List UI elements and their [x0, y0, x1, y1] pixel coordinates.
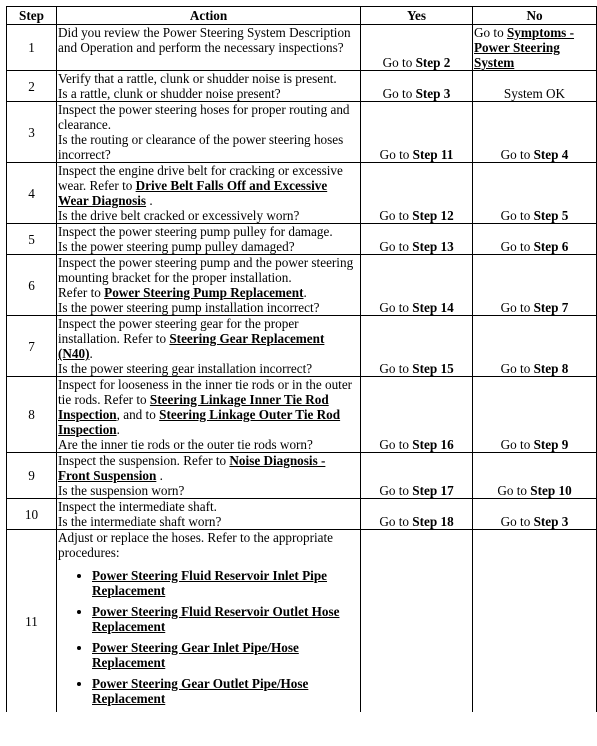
step-number: 9 — [7, 453, 57, 499]
yes-cell: Go to Step 15 — [361, 316, 473, 377]
header-step: Step — [7, 7, 57, 25]
table-row — [7, 25, 597, 71]
action-cell: Inspect the engine drive belt for cracking or excessive wear. Refer to Drive Belt Falls Off and Excessive Wear Diagnosis . Is the drive belt cracked or excessively worn? — [57, 163, 361, 224]
no-cell: Go to Step 3 — [473, 499, 597, 530]
goto-step-link[interactable]: Step 16 — [412, 437, 454, 452]
table-row — [7, 102, 597, 163]
no-cell: Go to Step 6 — [473, 224, 597, 255]
yes-cell: Go to Step 13 — [361, 224, 473, 255]
header-yes: Yes — [361, 7, 473, 25]
no-cell: Go to Step 4 — [473, 102, 597, 163]
goto-step-link[interactable]: Step 10 — [530, 483, 572, 498]
header-action: Action — [57, 7, 361, 25]
goto-step-link[interactable]: Step 7 — [533, 300, 569, 315]
yes-cell: Go to Step 16 — [361, 377, 473, 453]
goto-step-link[interactable]: Step 5 — [533, 208, 569, 223]
procedure-link[interactable]: Power Steering Fluid Reservoir Outlet Hose Replacement — [92, 604, 340, 634]
action-cell: Verify that a rattle, clunk or shudder noise is present. Is a rattle, clunk or shudder noise present? — [57, 71, 361, 102]
goto-step-link[interactable]: Step 17 — [412, 483, 454, 498]
action-cell: Inspect the suspension. Refer to Noise Diagnosis - Front Suspension . Is the suspension worn? — [57, 453, 361, 499]
action-cell: Inspect the power steering hoses for proper routing and clearance. Is the routing or clearance of the power steering hoses incorrect? — [57, 102, 361, 163]
table-row — [7, 255, 597, 316]
header-row — [7, 7, 597, 25]
procedure-link[interactable]: Steering Linkage Inner Tie Rod Inspection — [58, 392, 329, 422]
action-cell: Inspect the power steering pump pulley for damage. Is the power steering pump pulley damaged? — [57, 224, 361, 255]
no-cell: Go to Step 9 — [473, 377, 597, 453]
action-cell: Adjust or replace the hoses. Refer to the appropriate procedures: • Power Steering Fluid Reservoir Inlet Pipe Replacement • Power Steering Fluid Reservoir Outlet Hose Replacement • Power Steering Gear Inlet Pipe/Hose Replacement • Power Steering Gear Outlet Pipe/Hose Replacement — [57, 530, 361, 713]
goto-step-link[interactable]: Step 3 — [415, 86, 451, 101]
goto-step-link[interactable]: Step 2 — [415, 55, 451, 70]
action-cell: Inspect the intermediate shaft. Is the intermediate shaft worn? — [57, 499, 361, 530]
procedure-link[interactable]: Drive Belt Falls Off and Excessive Wear Diagnosis — [58, 178, 328, 208]
table-row — [7, 453, 597, 499]
list-item — [92, 676, 359, 706]
procedure-link[interactable]: Power Steering Gear Outlet Pipe/Hose Replacement — [92, 676, 309, 706]
yes-cell: Go to Step 12 — [361, 163, 473, 224]
goto-step-link[interactable]: Step 14 — [412, 300, 454, 315]
table-row — [7, 530, 597, 713]
goto-step-link[interactable]: Step 3 — [533, 514, 569, 529]
procedure-link[interactable]: Steering Gear Replacement (N40) — [58, 331, 325, 361]
no-cell: Go to Symptoms - Power Steering System — [473, 25, 597, 71]
yes-cell: Go to Step 14 — [361, 255, 473, 316]
action-cell: Did you review the Power Steering System Description and Operation and perform the necessary inspections? — [57, 25, 361, 71]
goto-step-link[interactable]: Step 13 — [412, 239, 454, 254]
procedure-link[interactable]: Steering Linkage Outer Tie Rod Inspection — [58, 407, 341, 437]
list-item — [92, 568, 359, 598]
step-number: 6 — [7, 255, 57, 316]
no-cell: Go to Step 10 — [473, 453, 597, 499]
goto-step-link[interactable]: Step 18 — [412, 514, 454, 529]
action-cell: Inspect for looseness in the inner tie rods or in the outer tie rods. Refer to Steering Linkage Inner Tie Rod Inspection, and to Steering Linkage Outer Tie Rod Inspection. Are the inner tie rods or the outer tie rods worn? — [57, 377, 361, 453]
goto-step-link[interactable]: Step 4 — [533, 147, 569, 162]
no-cell: System OK — [473, 71, 597, 102]
table-row — [7, 71, 597, 102]
no-cell — [473, 530, 597, 713]
procedure-link[interactable]: Noise Diagnosis - Front Suspension — [58, 453, 326, 483]
procedure-link[interactable]: Power Steering Gear Inlet Pipe/Hose Replacement — [92, 640, 299, 670]
table-row — [7, 316, 597, 377]
step-number: 1 — [7, 25, 57, 71]
symptoms-link[interactable]: Symptoms - Power Steering System — [474, 25, 575, 70]
no-cell: Go to Step 8 — [473, 316, 597, 377]
goto-step-link[interactable]: Step 9 — [533, 437, 569, 452]
step-number: 10 — [7, 499, 57, 530]
goto-step-link[interactable]: Step 11 — [412, 147, 454, 162]
goto-step-link[interactable]: Step 12 — [412, 208, 454, 223]
no-cell: Go to Step 5 — [473, 163, 597, 224]
step-number: 11 — [7, 530, 57, 713]
goto-step-link[interactable]: Step 15 — [412, 361, 454, 376]
table-row — [7, 499, 597, 530]
diagnostic-table — [6, 6, 597, 712]
yes-cell: Go to Step 3 — [361, 71, 473, 102]
step-number: 8 — [7, 377, 57, 453]
procedure-link[interactable]: Power Steering Pump Replacement — [104, 285, 304, 300]
procedure-list — [58, 568, 359, 706]
yes-cell: Go to Step 11 — [361, 102, 473, 163]
step-number: 7 — [7, 316, 57, 377]
list-item — [92, 604, 359, 634]
yes-cell: Go to Step 17 — [361, 453, 473, 499]
step-number: 5 — [7, 224, 57, 255]
table-row — [7, 224, 597, 255]
procedure-link[interactable]: Power Steering Fluid Reservoir Inlet Pipe Replacement — [92, 568, 328, 598]
step-number: 3 — [7, 102, 57, 163]
step-number: 2 — [7, 71, 57, 102]
action-cell: Inspect the power steering pump and the power steering mounting bracket for the proper installation. Refer to Power Steering Pump Replacement. Is the power steering pump installation incorrect? — [57, 255, 361, 316]
yes-cell — [361, 530, 473, 713]
yes-cell: Go to Step 18 — [361, 499, 473, 530]
header-no: No — [473, 7, 597, 25]
action-cell: Inspect the power steering gear for the proper installation. Refer to Steering Gear Replacement (N40). Is the power steering gear installation incorrect? — [57, 316, 361, 377]
table-row — [7, 163, 597, 224]
table-row — [7, 377, 597, 453]
goto-step-link[interactable]: Step 6 — [533, 239, 569, 254]
goto-step-link[interactable]: Step 8 — [533, 361, 569, 376]
list-item — [92, 640, 359, 670]
yes-cell: Go to Step 2 — [361, 25, 473, 71]
step-number: 4 — [7, 163, 57, 224]
no-cell: Go to Step 7 — [473, 255, 597, 316]
